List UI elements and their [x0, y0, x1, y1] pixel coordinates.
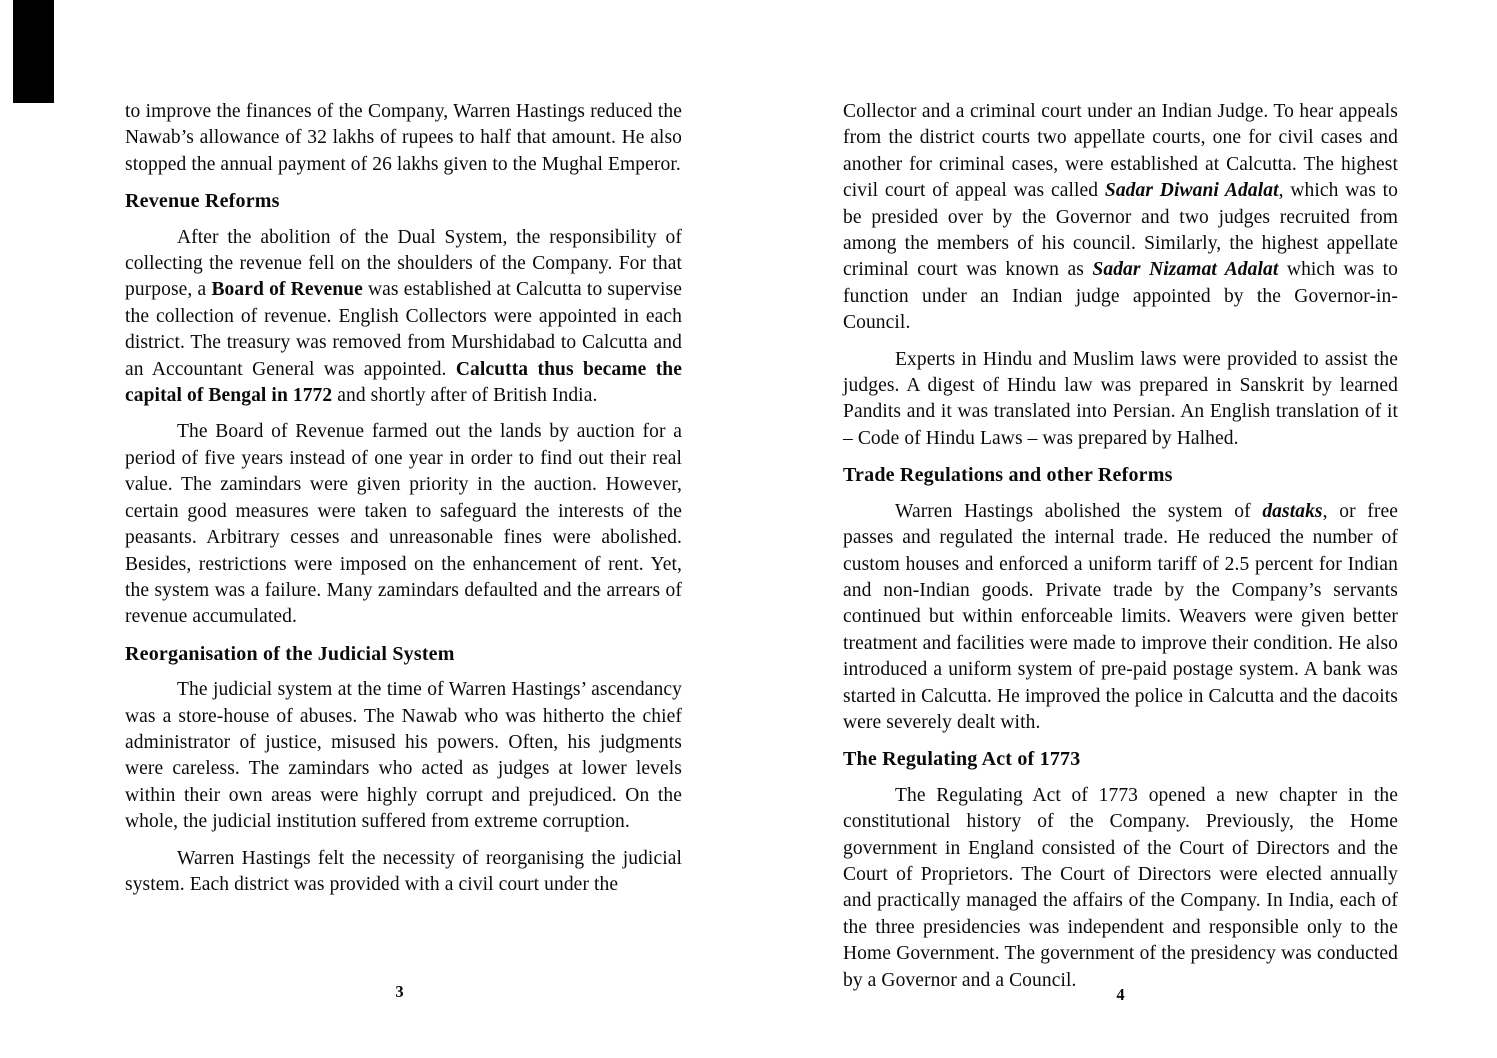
body-text: to improve the finances of the Company, Warren Hastings reduced the Nawab’s allowance of 32 lakhs of rupees to half that amount. He also stopped the annual payment of 26 lakhs given to the Mughal Emperor.	[125, 101, 682, 175]
emphasis-text: dastaks	[1262, 500, 1323, 522]
body-text: Experts in Hindu and Muslim laws were provided to assist the judges. A digest of Hindu law was prepared in Sanskrit by learned Pandits and it was translated into Persian. An English translation of it – Code of Hindu Laws – was prepared by Halhed.	[843, 348, 1398, 449]
paragraph	[125, 677, 682, 835]
page-number-left: 3	[395, 982, 404, 1001]
section-heading: Reorganisation of the Judicial System	[125, 642, 455, 665]
book-page-right	[843, 99, 1398, 1004]
page-number-right: 4	[1116, 985, 1125, 1004]
paragraph	[843, 99, 1398, 337]
paragraph	[843, 783, 1398, 994]
body-text: , which was to be presided over by the Governor and two judges recruited from among the members of his council. Similarly, the highest appellate criminal court was known as	[843, 180, 1398, 281]
emphasis-text: Sadar Diwani Adalat	[1104, 180, 1279, 202]
scan-artifact-mark	[13, 0, 54, 103]
body-text: Collector and a criminal court under an Indian Judge. To hear appeals from the district courts two appellate courts, one for civil cases and another for criminal cases, were established at Calcutta. The highest civil court of appeal was called	[843, 101, 1398, 202]
body-text: which was to function under an Indian judge appointed by the Governor-in-Council.	[843, 259, 1398, 334]
paragraph	[125, 846, 682, 899]
paragraph	[125, 419, 682, 630]
paragraph	[125, 99, 682, 178]
paragraph	[843, 347, 1398, 453]
body-text: Warren Hastings abolished the system of	[895, 500, 1263, 522]
emphasis-text: Calcutta thus became the capital of Bengal in 1772	[125, 358, 682, 407]
body-text: , or free passes and regulated the internal trade. He reduced the number of custom houses and enforced a uniform tariff of 2.5 percent for Indian and non-Indian goods. Private trade by the Company’s servants continued but within enforceable limits. Weavers were given better treatment and facilities were made to improve their condition. He also introduced a uniform system of pre-paid postage system. A bank was started in Calcutta. He improved the police in Calcutta and the dacoits were severely dealt with.	[843, 500, 1398, 733]
body-text: Warren Hastings felt the necessity of reorganising the judicial system. Each district was provided with a civil court under the	[125, 847, 682, 895]
body-text: was established at Calcutta to supervise the collection of revenue. English Collectors were appointed in each district. The treasury was removed from Murshidabad to Calcutta and an Accountant General was appointed.	[125, 279, 682, 380]
body-text: The Board of Revenue farmed out the lands by auction for a period of five years instead of one year in order to find out their real value. The zamindars were given priority in the auction. However, certain good measures were taken to safeguard the interests of the peasants. Arbitrary cesses and unreasonable fines were abolished. Besides, restrictions were imposed on the enhancement of rent. Yet, the system was a failure. Many zamindars defaulted and the arrears of revenue accumulated.	[125, 421, 682, 628]
paragraph	[125, 225, 682, 410]
emphasis-text: Sadar Nizamat Adalat	[1092, 259, 1279, 281]
emphasis-text: Board of Revenue	[211, 279, 363, 301]
body-text: The Regulating Act of 1773 opened a new chapter in the constitutional history of the Company. Previously, the Home government in England consisted of the Court of Directors and the Court of Proprietors. The Court of Directors were elected annually and practically managed the affairs of the Company. In India, each of the three presidencies was independent and responsible only to the Home Government. The government of the presidency was conducted by a Governor and a Council.	[843, 784, 1398, 991]
paragraph	[843, 499, 1398, 737]
section-heading: The Regulating Act of 1773	[843, 748, 1081, 771]
body-text: After the abolition of the Dual System, the responsibility of collecting the revenue fell on the shoulders of the Company. For that purpose, a	[125, 226, 682, 301]
book-page-left	[125, 99, 682, 908]
section-heading: Trade Regulations and other Reforms	[843, 464, 1173, 487]
body-text: The judicial system at the time of Warren Hastings’ ascendancy was a store-house of abuses. The Nawab who was hitherto the chief administrator of justice, misused his powers. Often, his judgments were careless. The zamindars who acted as judges at lower levels within their own areas were highly corrupt and prejudiced. On the whole, the judicial institution suffered from extreme corruption.	[125, 679, 682, 833]
body-text: and shortly after of British India.	[332, 385, 598, 407]
section-heading: Revenue Reforms	[125, 190, 280, 213]
